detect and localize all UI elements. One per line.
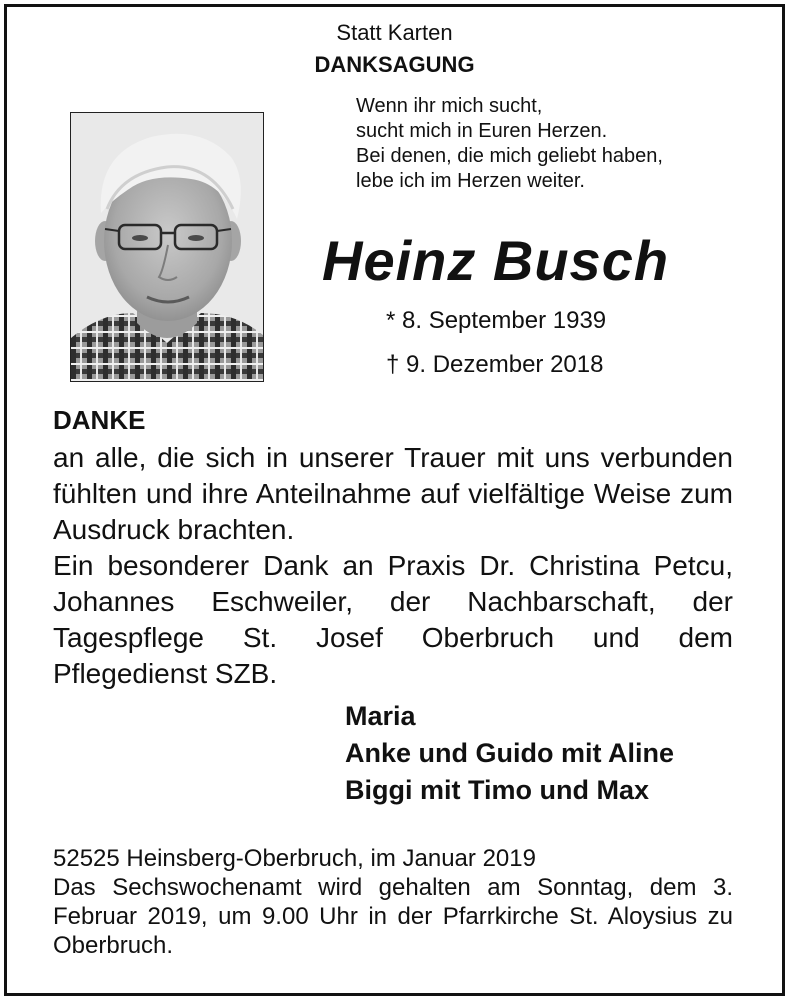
- signature-line: Biggi mit Timo und Max: [345, 775, 650, 805]
- signatures: [345, 698, 674, 809]
- portrait-illustration: [71, 113, 263, 381]
- thanks-paragraph: an alle, die sich in unserer Trauer mit uns verbunden fühlten und ihre Anteilnahme auf vielfältige Weise zum Ausdruck brachten.: [53, 442, 733, 545]
- thanks-paragraph: Ein besonderer Dank an Praxis Dr. Christina Petcu, Johannes Eschweiler, der Nachbarschaft, der Tagespflege St. Josef Oberbruch und dem Pflegedienst SZB.: [53, 550, 733, 689]
- death-date: † 9. Dezember 2018: [386, 351, 604, 378]
- poem-line: sucht mich in Euren Herzen.: [356, 120, 608, 142]
- thanks-body: [53, 440, 733, 692]
- footer: [53, 844, 733, 960]
- thanks-heading: DANKE: [53, 405, 146, 435]
- poem: [356, 94, 663, 194]
- poem-line: Wenn ihr mich sucht,: [356, 95, 543, 117]
- portrait-photo: [70, 112, 264, 382]
- signature-line: Anke und Guido mit Aline: [345, 738, 674, 768]
- header-danksagung: DANKSAGUNG: [314, 52, 475, 77]
- deceased-name: Heinz Busch: [322, 229, 670, 292]
- footer-place-date: 52525 Heinsberg-Oberbruch, im Januar 2019: [53, 845, 536, 872]
- poem-line: lebe ich im Herzen weiter.: [356, 170, 585, 192]
- footer-mass-info: Das Sechswochenamt wird gehalten am Sonntag, dem 3. Februar 2019, um 9.00 Uhr in der Pfarrkirche St. Aloysius zu Oberbruch.: [53, 874, 733, 959]
- signature-line: Maria: [345, 701, 416, 731]
- header-statt-karten: Statt Karten: [336, 20, 453, 45]
- poem-line: Bei denen, die mich geliebt haben,: [356, 145, 663, 167]
- birth-date: * 8. September 1939: [386, 307, 607, 334]
